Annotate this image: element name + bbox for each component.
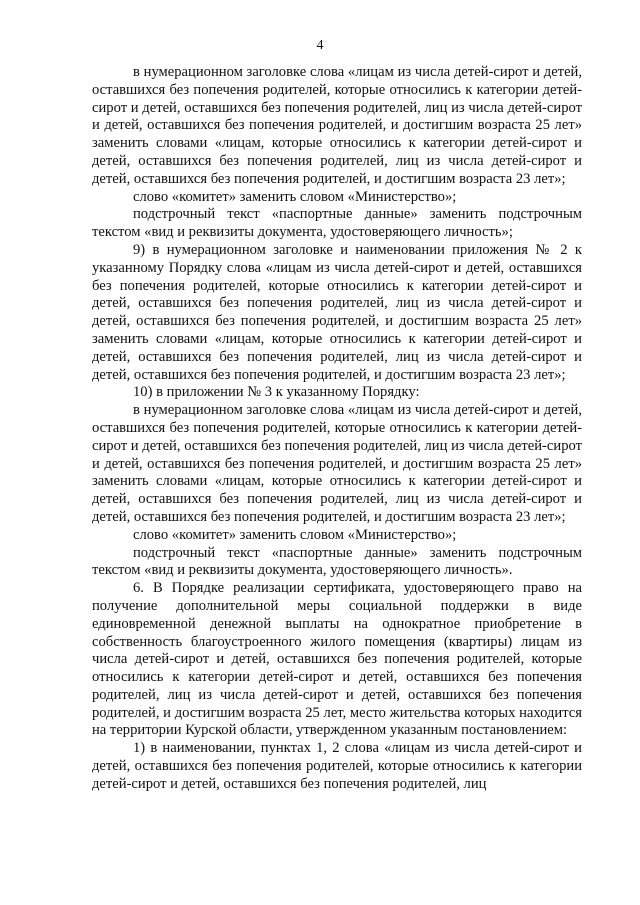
paragraph-subscript-text-replacement: подстрочный текст «паспортные данные» заменить подстрочным текстом «вид и реквизиты документа, удостоверяющего личность»; [92,206,582,241]
paragraph-section-6-item-1: 1) в наименовании, пунктах 1, 2 слова «лицам из числа детей-сирот и детей, оставшихся без попечения родителей, которые относились к категории детей-сирот и детей, оставшихся без попечения родителей, лиц [92,740,582,792]
page-number: 4 [316,38,324,53]
document-body [92,64,582,794]
paragraph-appendix-3-title-amendment: в нумерационном заголовке слова «лицам из числа детей-сирот и детей, оставшихся без попечения родителей, которые относились к категории детей-сирот и детей, оставшихся без попечения родителей, лиц из числа детей-сирот и детей, оставшихся без попечения родителей, и достигшим возраста 25 лет» заменить словами «лицам, которые относились к категории детей-сирот и детей, оставшихся без попечения родителей, лиц из числа детей-сирот и детей, оставшихся без попечения родителей, и достигшим возраста 23 лет»; [92,402,582,525]
paragraph-subscript-text-replacement-2: подстрочный текст «паспортные данные» заменить подстрочным текстом «вид и реквизиты документа, удостоверяющего личность». [92,544,582,579]
paragraph-committee-word-replacement-2: слово «комитет» заменить словом «Министерство»; [133,526,457,543]
paragraph-committee-word-replacement: слово «комитет» заменить словом «Министерство»; [133,188,457,205]
paragraph-section-6: 6. В Порядке реализации сертификата, удостоверяющего право на получение дополнительной меры социальной поддержки в виде единовременной денежной выплаты на однократное приобретение в собственность благоустроенного жилого помещения (квартиры) лицам из числа детей-сирот и детей, оставшихся без попечения родителей, которые относились к категории детей-сирот и детей, оставшихся без попечения родителей, лиц из числа детей-сирот и детей, оставшихся без попечения родителей, и достигшим возраста 25 лет, место жительства которых находится на территории Курской области, утвержденном указанным постановлением: [92,580,582,739]
paragraph-item-10: 10) в приложении № 3 к указанному Порядку: [133,384,420,401]
paragraph-numbering-title-amendment: в нумерационном заголовке слова «лицам из числа детей-сирот и детей, оставшихся без попечения родителей, которые относились к категории детей-сирот и детей, оставшихся без попечения родителей, лиц из числа детей-сирот и детей, оставшихся без попечения родителей, и достигшим возраста 25 лет» заменить словами «лицам, которые относились к категории детей-сирот и детей, оставшихся без попечения родителей, лиц из числа детей-сирот и детей, оставшихся без попечения родителей, и достигшим возраста 23 лет»; [92,64,582,187]
paragraph-item-9: 9) в нумерационном заголовке и наименовании приложения № 2 к указанному Порядку слова «лицам из числа детей-сирот и детей, оставшихся без попечения родителей, которые относились к категории детей-сирот и детей, оставшихся без попечения родителей, лиц из числа детей-сирот и детей, оставшихся без попечения родителей, и достигшим возраста 25 лет» заменить словами «лицам, которые относились к категории детей-сирот и детей, оставшихся без попечения родителей, лиц из числа детей-сирот и детей, оставшихся без попечения родителей, и достигшим возраста 23 лет»; [92,241,582,383]
